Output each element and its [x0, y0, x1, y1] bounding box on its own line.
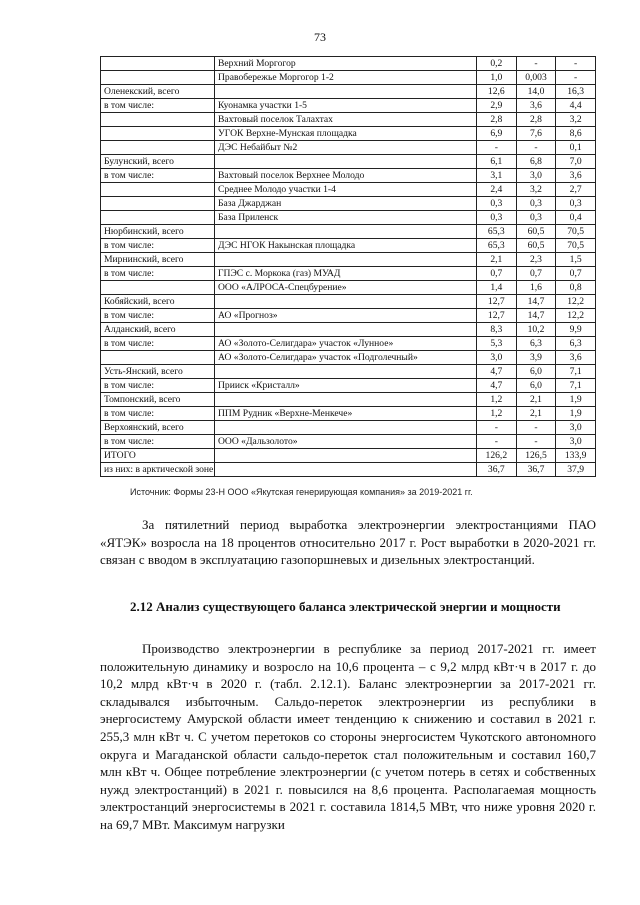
table-row: [101, 99, 596, 113]
district-cell: в том числе:: [101, 309, 215, 323]
value-cell: 8,3: [477, 323, 517, 337]
table-row: [101, 435, 596, 449]
district-cell: ИТОГО: [101, 449, 215, 463]
object-cell: [215, 323, 477, 337]
value-cell: 12,7: [477, 295, 517, 309]
value-cell: 2,4: [477, 183, 517, 197]
table-row: [101, 281, 596, 295]
object-cell: АО «Золото-Селигдара» участок «Подголечный»: [215, 351, 477, 365]
value-cell: 65,3: [477, 225, 517, 239]
district-cell: в том числе:: [101, 379, 215, 393]
value-cell: 7,1: [556, 365, 596, 379]
value-cell: 1,0: [477, 71, 517, 85]
value-cell: 2,8: [477, 113, 517, 127]
district-cell: в том числе:: [101, 435, 215, 449]
table-row: [101, 407, 596, 421]
value-cell: 2,1: [516, 407, 556, 421]
object-cell: [215, 421, 477, 435]
value-cell: 3,0: [516, 169, 556, 183]
table-row: [101, 211, 596, 225]
value-cell: 2,1: [477, 253, 517, 267]
value-cell: 65,3: [477, 239, 517, 253]
value-cell: -: [477, 435, 517, 449]
table-row: [101, 309, 596, 323]
page-number: 73: [314, 30, 326, 44]
value-cell: 3,0: [477, 351, 517, 365]
value-cell: 3,6: [516, 99, 556, 113]
value-cell: 37,9: [556, 463, 596, 477]
value-cell: 60,5: [516, 225, 556, 239]
value-cell: 0,7: [556, 267, 596, 281]
value-cell: 6,0: [516, 365, 556, 379]
value-cell: 4,7: [477, 365, 517, 379]
object-cell: ДЭС НГОК Накынская площадка: [215, 239, 477, 253]
district-cell: в том числе:: [101, 407, 215, 421]
district-cell: [101, 113, 215, 127]
object-cell: ГПЭС с. Моркока (газ) МУАД: [215, 267, 477, 281]
value-cell: 10,2: [516, 323, 556, 337]
value-cell: 0,3: [516, 197, 556, 211]
table-row: [101, 365, 596, 379]
value-cell: -: [516, 141, 556, 155]
table-row: [101, 183, 596, 197]
generation-table: [100, 56, 596, 477]
table-row: [101, 323, 596, 337]
district-cell: [101, 281, 215, 295]
value-cell: -: [556, 57, 596, 71]
district-cell: Нюрбинский, всего: [101, 225, 215, 239]
value-cell: 2,1: [516, 393, 556, 407]
value-cell: 3,0: [556, 421, 596, 435]
value-cell: 12,2: [556, 295, 596, 309]
table-row: [101, 197, 596, 211]
district-cell: Алданский, всего: [101, 323, 215, 337]
value-cell: 0,7: [516, 267, 556, 281]
table-row: [101, 71, 596, 85]
object-cell: Вахтовый поселок Верхнее Молодо: [215, 169, 477, 183]
value-cell: 36,7: [477, 463, 517, 477]
object-cell: Куонамка участки 1-5: [215, 99, 477, 113]
object-cell: [215, 463, 477, 477]
district-cell: Верхоянский, всего: [101, 421, 215, 435]
table-row: [101, 463, 596, 477]
object-cell: [215, 393, 477, 407]
value-cell: 2,8: [516, 113, 556, 127]
table-row: [101, 351, 596, 365]
value-cell: 6,0: [516, 379, 556, 393]
value-cell: -: [516, 57, 556, 71]
value-cell: 7,0: [556, 155, 596, 169]
district-cell: Усть-Янский, всего: [101, 365, 215, 379]
table-row: [101, 113, 596, 127]
object-cell: [215, 225, 477, 239]
value-cell: 3,6: [556, 351, 596, 365]
value-cell: 6,3: [516, 337, 556, 351]
value-cell: 70,5: [556, 239, 596, 253]
table-row: [101, 155, 596, 169]
value-cell: 133,9: [556, 449, 596, 463]
district-cell: Булунский, всего: [101, 155, 215, 169]
object-cell: Верхний Моргогор: [215, 57, 477, 71]
value-cell: 126,2: [477, 449, 517, 463]
table-row: [101, 421, 596, 435]
district-cell: [101, 211, 215, 225]
value-cell: 1,5: [556, 253, 596, 267]
object-cell: ДЭС Небайбыт №2: [215, 141, 477, 155]
table-row: [101, 239, 596, 253]
table-row: [101, 225, 596, 239]
object-cell: [215, 365, 477, 379]
table-row: [101, 449, 596, 463]
object-cell: ООО «АЛРОСА-Спецбурение»: [215, 281, 477, 295]
district-cell: [101, 71, 215, 85]
district-cell: в том числе:: [101, 99, 215, 113]
table-row: [101, 295, 596, 309]
district-cell: в том числе:: [101, 267, 215, 281]
value-cell: 6,3: [556, 337, 596, 351]
value-cell: 0,003: [516, 71, 556, 85]
district-cell: Кобяйский, всего: [101, 295, 215, 309]
value-cell: 5,3: [477, 337, 517, 351]
district-cell: в том числе:: [101, 337, 215, 351]
value-cell: 7,6: [516, 127, 556, 141]
value-cell: 12,6: [477, 85, 517, 99]
object-cell: База Джарджан: [215, 197, 477, 211]
district-cell: Томпонский, всего: [101, 393, 215, 407]
value-cell: 6,1: [477, 155, 517, 169]
value-cell: 0,4: [556, 211, 596, 225]
value-cell: 126,5: [516, 449, 556, 463]
value-cell: 0,3: [516, 211, 556, 225]
paragraph-yatek-growth: За пятилетний период выработка электроэнергии электростанциями ПАО «ЯТЭК» возросла на 18 процентов относительно 2017 г. Рост выработки в 2020-2021 гг. связан с вводом в эксплуатацию газопоршневых и дизельных электростанций.: [100, 517, 596, 568]
district-cell: в том числе:: [101, 239, 215, 253]
value-cell: -: [477, 421, 517, 435]
district-cell: [101, 127, 215, 141]
object-cell: Правобережье Моргогор 1-2: [215, 71, 477, 85]
value-cell: 0,1: [556, 141, 596, 155]
district-cell: Оленекский, всего: [101, 85, 215, 99]
table-row: [101, 267, 596, 281]
object-cell: Вахтовый поселок Талахтах: [215, 113, 477, 127]
district-cell: [101, 197, 215, 211]
table-row: [101, 127, 596, 141]
value-cell: 6,9: [477, 127, 517, 141]
table-row: [101, 379, 596, 393]
value-cell: 1,9: [556, 407, 596, 421]
value-cell: -: [556, 71, 596, 85]
value-cell: 0,3: [477, 211, 517, 225]
object-cell: Среднее Молодо участки 1-4: [215, 183, 477, 197]
value-cell: 16,3: [556, 85, 596, 99]
value-cell: 4,7: [477, 379, 517, 393]
object-cell: ООО «Дальзолото»: [215, 435, 477, 449]
table-row: [101, 253, 596, 267]
value-cell: 0,2: [477, 57, 517, 71]
value-cell: 3,0: [556, 435, 596, 449]
value-cell: 14,7: [516, 295, 556, 309]
value-cell: 8,6: [556, 127, 596, 141]
table-row: [101, 57, 596, 71]
object-cell: ППМ Рудник «Верхне-Менкече»: [215, 407, 477, 421]
value-cell: 3,2: [556, 113, 596, 127]
object-cell: [215, 85, 477, 99]
value-cell: 14,0: [516, 85, 556, 99]
table-row: [101, 169, 596, 183]
value-cell: 1,4: [477, 281, 517, 295]
value-cell: 0,8: [556, 281, 596, 295]
table-body: [101, 57, 596, 477]
value-cell: 2,3: [516, 253, 556, 267]
object-cell: [215, 295, 477, 309]
value-cell: 3,6: [556, 169, 596, 183]
value-cell: 0,7: [477, 267, 517, 281]
value-cell: 9,9: [556, 323, 596, 337]
object-cell: [215, 449, 477, 463]
object-cell: База Приленск: [215, 211, 477, 225]
district-cell: Мирнинский, всего: [101, 253, 215, 267]
value-cell: 1,6: [516, 281, 556, 295]
value-cell: 12,7: [477, 309, 517, 323]
section-heading: 2.12 Анализ существующего баланса электрической энергии и мощности: [130, 599, 561, 614]
value-cell: 1,2: [477, 393, 517, 407]
value-cell: 12,2: [556, 309, 596, 323]
value-cell: 3,2: [516, 183, 556, 197]
value-cell: 7,1: [556, 379, 596, 393]
district-cell: [101, 141, 215, 155]
district-cell: [101, 351, 215, 365]
object-cell: [215, 253, 477, 267]
value-cell: -: [477, 141, 517, 155]
value-cell: 2,9: [477, 99, 517, 113]
table-row: [101, 337, 596, 351]
value-cell: 1,2: [477, 407, 517, 421]
value-cell: 2,7: [556, 183, 596, 197]
value-cell: 70,5: [556, 225, 596, 239]
object-cell: Прииск «Кристалл»: [215, 379, 477, 393]
value-cell: -: [516, 421, 556, 435]
value-cell: 6,8: [516, 155, 556, 169]
object-cell: [215, 155, 477, 169]
value-cell: 0,3: [477, 197, 517, 211]
value-cell: 0,3: [556, 197, 596, 211]
paragraph-balance: Производство электроэнергии в республике за период 2017-2021 гг. имеет положительную динамику и возросло на 10,6 процента – с 9,2 млрд кВт·ч в 2017 г. до 10,2 млрд кВт·ч в 2020 г. (табл. 2.12.1). Баланс электроэнергии за 2017-2021 гг. складывался избыточным. Сальдо-переток электроэнергии из республики в энергосистему Амурской области имеет тенденцию к снижению и составил в 2021 г. 255,3 млн кВт ч. С учетом перетоков со стороны энергосистем Чукотского автономного округа и Магаданской области сальдо-переток стал положительным и составил 160,7 млн кВт ч. Общее потребление электроэнергии (с учетом потерь в сетях и собственных нужд электростанций) в 2021 г. повысился на 8,6 процента. Располагаемая мощность электростанций энергосистемы в 2021 г. составила 1814,5 МВт, что ниже уровня 2020 г. на 69,7 МВт. Максимум нагрузки: [100, 641, 596, 832]
value-cell: 60,5: [516, 239, 556, 253]
object-cell: УГОК Верхне-Мунская площадка: [215, 127, 477, 141]
source-note: Источник: Формы 23-Н ООО «Якутская генерирующая компания» за 2019-2021 гг.: [130, 487, 473, 497]
district-cell: [101, 183, 215, 197]
value-cell: 3,9: [516, 351, 556, 365]
table-row: [101, 85, 596, 99]
table-row: [101, 141, 596, 155]
object-cell: АО «Золото-Селигдара» участок «Лунное»: [215, 337, 477, 351]
value-cell: -: [516, 435, 556, 449]
object-cell: АО «Прогноз»: [215, 309, 477, 323]
value-cell: 36,7: [516, 463, 556, 477]
value-cell: 1,9: [556, 393, 596, 407]
district-cell: [101, 57, 215, 71]
value-cell: 14,7: [516, 309, 556, 323]
value-cell: 3,1: [477, 169, 517, 183]
table-row: [101, 393, 596, 407]
district-cell: из них: в арктической зоне: [101, 463, 215, 477]
district-cell: в том числе:: [101, 169, 215, 183]
value-cell: 4,4: [556, 99, 596, 113]
